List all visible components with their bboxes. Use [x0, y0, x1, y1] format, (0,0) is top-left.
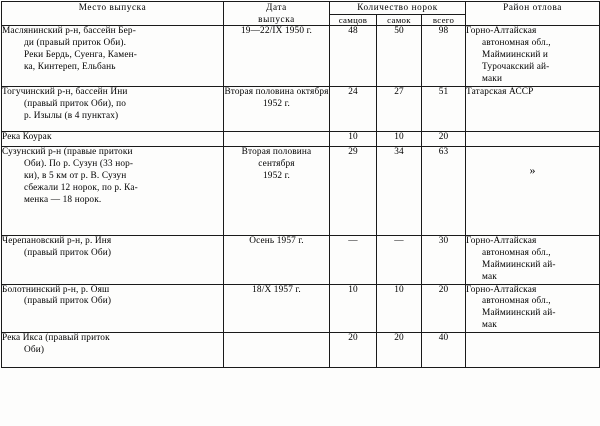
cell-total: 98 — [422, 26, 466, 86]
cell-total: 30 — [422, 235, 466, 284]
cell-place-line: ди (правый приток Оби). — [24, 38, 127, 49]
cell-total: 20 — [422, 131, 466, 146]
cell-females: 50 — [377, 26, 422, 86]
cell-region-line: Маймиинский ай- — [482, 259, 556, 270]
cell-males: 10 — [330, 131, 377, 146]
cell-date-line: 19—22/IX 1950 г. — [240, 26, 312, 37]
column-header-region-label: Район отлова — [503, 2, 562, 12]
cell-date — [224, 235, 330, 284]
table-row — [2, 284, 600, 333]
cell-total: 63 — [422, 146, 466, 235]
cell-date-line: 1952 г. — [262, 170, 291, 181]
cell-total: 51 — [422, 86, 466, 131]
cell-region-line: автономная обл., — [482, 247, 551, 258]
cell-place — [2, 131, 224, 146]
cell-date — [224, 26, 330, 86]
column-header-females: самок — [377, 14, 422, 26]
cell-date — [224, 146, 330, 235]
table-row — [2, 333, 600, 368]
cell-place — [2, 146, 224, 235]
column-header-males: самцов — [330, 14, 377, 26]
cell-place-line: Болотнинский р-н, р. Ояш — [2, 284, 110, 295]
cell-region-line: Татарская АССР — [466, 86, 534, 97]
table-body — [2, 26, 600, 368]
cell-region-line: Горно-Алтайская — [466, 284, 537, 295]
cell-place — [2, 284, 224, 333]
cell-region-line: автономная обл., — [482, 296, 551, 307]
cell-region — [466, 284, 600, 333]
cell-date — [224, 131, 330, 146]
cell-place-line: менка — 18 норок. — [24, 194, 102, 205]
mink-release-table — [1, 1, 600, 368]
cell-region — [466, 86, 600, 131]
cell-region — [466, 333, 600, 368]
column-header-region — [466, 2, 600, 26]
cell-place-line: Тогучинский р-н, бассейн Ини — [2, 86, 128, 97]
cell-region-line: мак — [482, 320, 497, 331]
cell-females: 20 — [377, 333, 422, 368]
table-row — [2, 86, 600, 131]
cell-place-line: Маслянинский р-н, бассейн Бер- — [2, 26, 136, 37]
table-row — [2, 235, 600, 284]
cell-place — [2, 235, 224, 284]
header-row-top — [2, 2, 600, 15]
cell-females: — — [377, 235, 422, 284]
cell-date — [224, 86, 330, 131]
cell-place-line: (правый приток Оби) — [24, 296, 112, 307]
cell-place-line: Оби). По р. Сузун (33 нор- — [24, 158, 134, 169]
cell-region: » — [466, 146, 600, 235]
cell-date — [224, 284, 330, 333]
cell-males: 24 — [330, 86, 377, 131]
cell-place-line: Сузунский р-н (правые притоки — [2, 146, 133, 157]
column-header-count-group: Количество норок — [330, 2, 466, 15]
table-row — [2, 26, 600, 86]
cell-place-line: Оби) — [24, 344, 45, 355]
cell-males: 48 — [330, 26, 377, 86]
table-header — [2, 2, 600, 26]
cell-place-line: ки), в 5 км от р. В. Сузун — [24, 170, 127, 181]
cell-date-line: Вторая половина октября — [224, 86, 329, 97]
cell-date-line: 1952 г. — [262, 98, 291, 109]
cell-date-line: Осень 1957 г. — [249, 235, 304, 246]
cell-total: 20 — [422, 284, 466, 333]
column-header-date-line2: выпуска — [258, 13, 295, 24]
cell-males: 10 — [330, 284, 377, 333]
cell-females: 27 — [377, 86, 422, 131]
cell-males: 29 — [330, 146, 377, 235]
column-header-date — [224, 2, 330, 26]
cell-date-line: Вторая половина сентября — [241, 146, 312, 169]
cell-males: — — [330, 235, 377, 284]
cell-region-line: Маймиинский и — [482, 50, 549, 61]
cell-region — [466, 26, 600, 86]
cell-males: 20 — [330, 333, 377, 368]
cell-total: 40 — [422, 333, 466, 368]
cell-region-line: Горно-Алтайская — [466, 235, 537, 246]
column-header-place — [2, 2, 224, 26]
cell-region-line: маки — [482, 74, 503, 85]
table-row — [2, 131, 600, 146]
cell-place-line: ка, Кинтереп, Ельбань — [24, 62, 116, 73]
cell-place-line: сбежали 12 норок, по р. Ка- — [24, 182, 138, 193]
cell-place-line: Черепановский р-н, р. Иня — [2, 235, 112, 246]
cell-date-line: 18/X 1957 г. — [252, 284, 301, 295]
column-header-date-line1: Дата — [266, 2, 287, 12]
cell-date — [224, 333, 330, 368]
cell-region-line: мак — [482, 271, 497, 282]
cell-place — [2, 26, 224, 86]
cell-place-line: Реки Бердь, Суенга, Камен- — [24, 50, 137, 61]
column-header-place-label: Место выпуска — [78, 2, 147, 12]
scanned-table-page — [0, 1, 600, 426]
cell-females: 10 — [377, 284, 422, 333]
cell-region — [466, 235, 600, 284]
cell-region-line: Маймиинский ай- — [482, 308, 556, 319]
cell-place — [2, 333, 224, 368]
cell-region-line: Горно-Алтайская — [466, 26, 537, 37]
cell-place-line: (правый приток Оби), по — [24, 98, 127, 109]
cell-place-line: Река Коурак — [2, 131, 52, 142]
table-row — [2, 146, 600, 235]
cell-females: 34 — [377, 146, 422, 235]
cell-place-line: Река Икса (правый приток — [2, 333, 110, 344]
cell-place-line: (правый приток Оби) — [24, 247, 112, 258]
cell-place-line: р. Изылы (в 4 пунктах) — [24, 110, 119, 121]
cell-region-line: Турочакский ай- — [482, 62, 550, 73]
cell-females: 10 — [377, 131, 422, 146]
cell-place — [2, 86, 224, 131]
cell-region — [466, 131, 600, 146]
column-header-total: всего — [422, 14, 466, 26]
cell-region-line: автономная обл., — [482, 38, 551, 49]
